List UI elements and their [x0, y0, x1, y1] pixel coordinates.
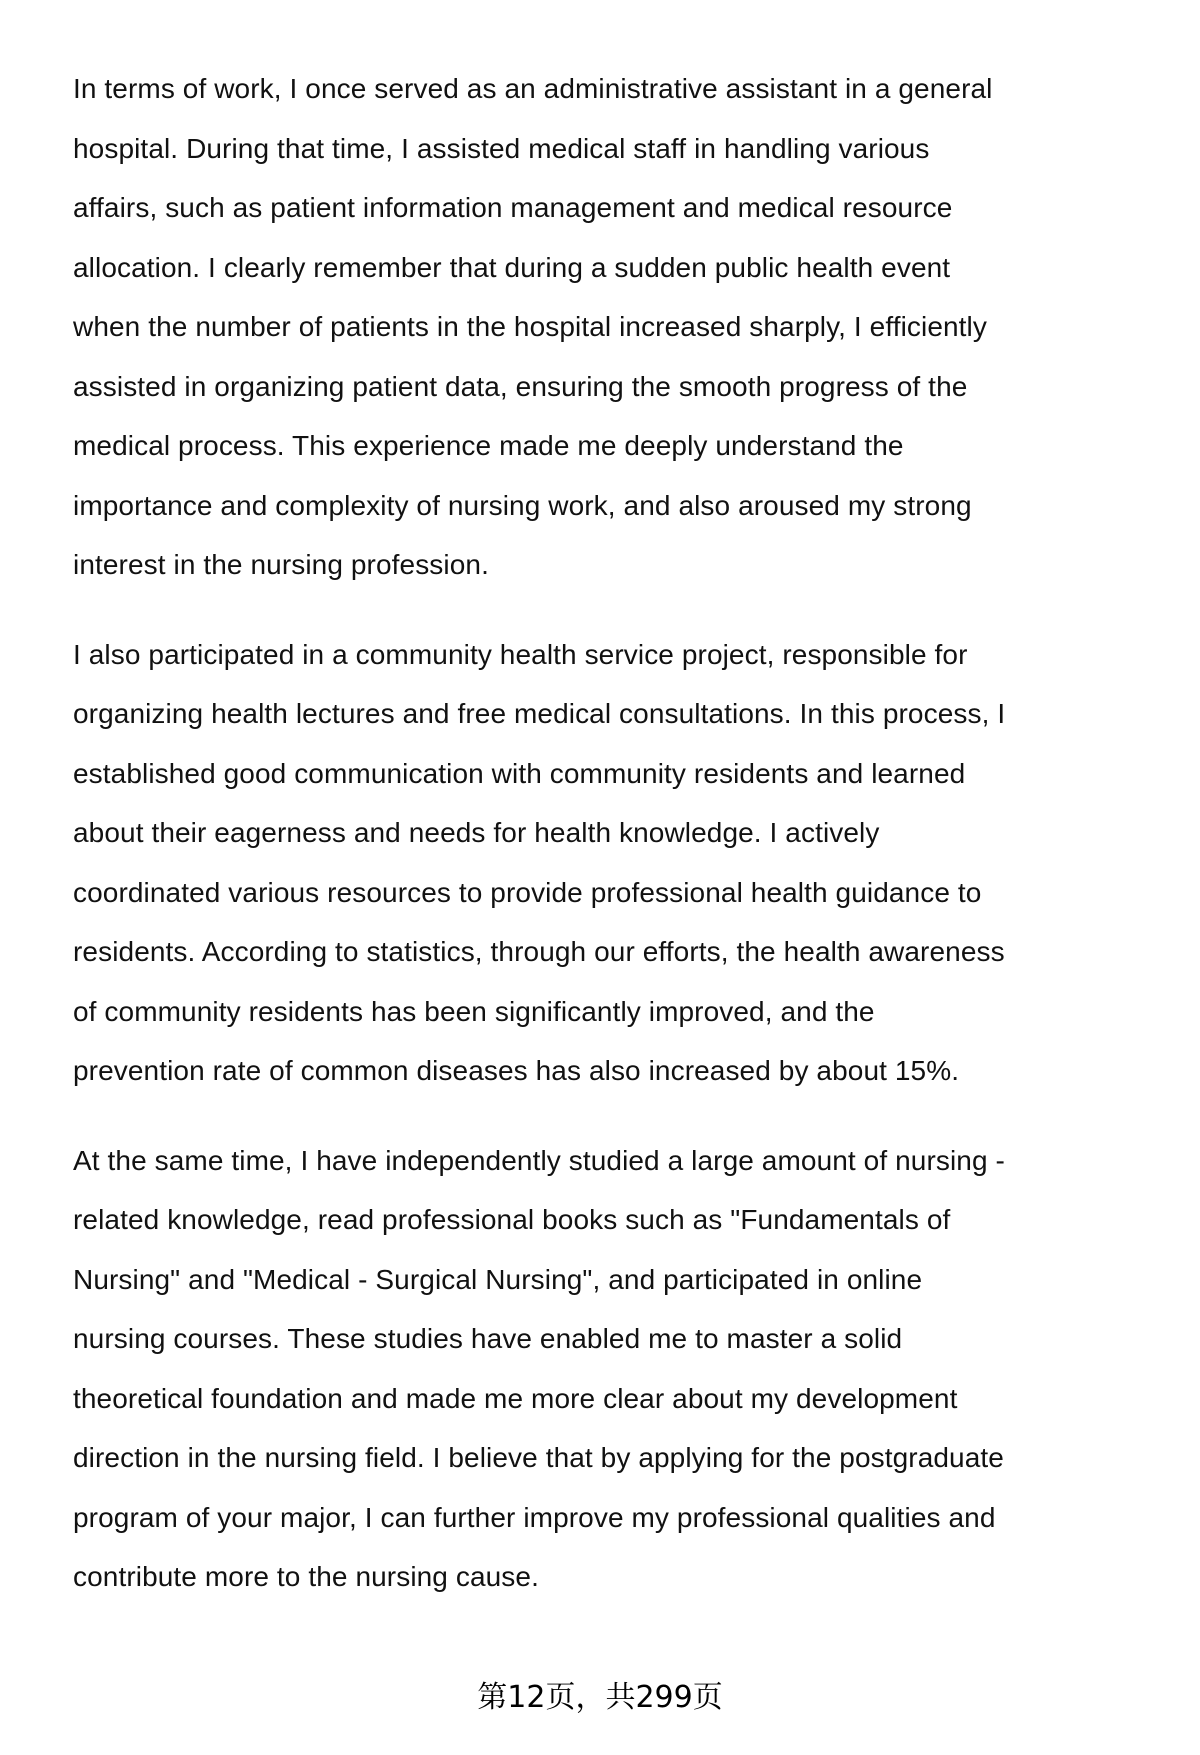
text-line: assisted in organizing patient data, ensuring the smooth progress of the [73, 370, 968, 402]
text-line: allocation. I clearly remember that during a sudden public health event [73, 251, 951, 283]
paragraph [73, 59, 1183, 595]
text-line: interest in the nursing profession. [73, 549, 489, 580]
text-line: In terms of work, I once served as an administrative assistant in a general [73, 73, 993, 104]
text-line: importance and complexity of nursing work, and also aroused my strong [73, 489, 972, 521]
text-line: contribute more to the nursing cause. [73, 1561, 539, 1592]
text-line: when the number of patients in the hospital increased sharply, I efficiently [73, 311, 987, 342]
text-line: program of your major, I can further improve my professional qualities and [73, 1501, 996, 1533]
text-line: theoretical foundation and made me more clear about my development [73, 1382, 958, 1414]
text-line: about their eagerness and needs for health knowledge. I actively [73, 817, 880, 848]
text-line: organizing health lectures and free medical consultations. In this process, I [73, 698, 1006, 729]
text-line: coordinated various resources to provide professional health guidance to [73, 876, 982, 908]
text-line: I also participated in a community health service project, responsible for [73, 638, 968, 670]
text-line: related knowledge, read professional books such as "Fundamentals of [73, 1204, 951, 1235]
page-number: 第12页，共299页 [477, 1680, 723, 1715]
text-line: nursing courses. These studies have enabled me to master a solid [73, 1323, 903, 1354]
document-body [73, 59, 1183, 1637]
text-line: At the same time, I have independently studied a large amount of nursing - [73, 1144, 1005, 1176]
text-line: residents. According to statistics, through our efforts, the health awareness [73, 936, 1005, 967]
paragraph [73, 625, 1183, 1101]
text-line: direction in the nursing field. I believe that by applying for the postgraduate [73, 1442, 1004, 1473]
text-line: hospital. During that time, I assisted medical staff in handling various [73, 132, 930, 164]
paragraph [73, 1131, 1183, 1607]
text-line: prevention rate of common diseases has also increased by about 15%. [73, 1055, 960, 1086]
text-line: Nursing" and "Medical - Surgical Nursing", and participated in online [73, 1263, 923, 1295]
text-line: affairs, such as patient information management and medical resource [73, 192, 953, 223]
text-line: medical process. This experience made me deeply understand the [73, 430, 904, 461]
text-line: established good communication with community residents and learned [73, 757, 966, 789]
text-line: of community residents has been significantly improved, and the [73, 995, 875, 1027]
